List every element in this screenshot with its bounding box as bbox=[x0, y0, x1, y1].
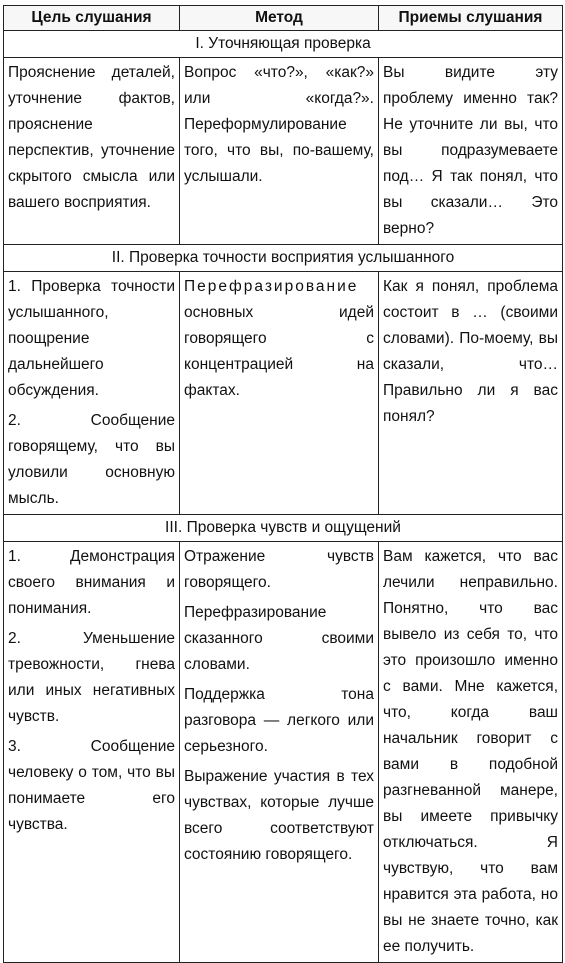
header-method: Метод bbox=[180, 6, 379, 31]
section-title: II. Проверка точности восприятия услышанного bbox=[4, 245, 563, 272]
goal-paragraph: 3. Сообщение человеку о том, что вы понимаете его чувства. bbox=[8, 738, 175, 833]
techniques-paragraph: Как я понял, проблема состоит в … (своими словами). По-моему, вы сказали, что… Правильно ли я вас понял? bbox=[383, 278, 558, 425]
techniques-cell bbox=[379, 542, 563, 963]
goal-paragraph: 1. Проверка точности услышанного, поощрение дальнейшего обсуждения. bbox=[8, 278, 175, 399]
goal-paragraph: 2. Сообщение говорящему, что вы уловили основную мысль. bbox=[8, 412, 175, 507]
section-2-row bbox=[4, 272, 563, 515]
goal-paragraph: Прояснение деталей, уточнение фактов, прояснение перспектив, уточнение скрытого смысла или вашего восприятия. bbox=[8, 64, 175, 211]
techniques-paragraph: Вы видите эту проблему именно так? Не уточните ли вы, что вы подразумеваете под… Я так понял, что вы сказали… Это верно? bbox=[383, 64, 558, 237]
goal-cell bbox=[4, 58, 180, 245]
header-techniques: Приемы слушания bbox=[379, 6, 563, 31]
goal-cell bbox=[4, 542, 180, 963]
techniques-cell bbox=[379, 272, 563, 515]
section-1-row bbox=[4, 58, 563, 245]
method-cell bbox=[180, 542, 379, 963]
section-title: I. Уточняющая проверка bbox=[4, 31, 563, 58]
section-1-title-row bbox=[4, 31, 563, 58]
section-2-title-row bbox=[4, 245, 563, 272]
section-3-row bbox=[4, 542, 563, 963]
goal-paragraph: 2. Уменьшение тревожности, гнева или иных негативных чувств. bbox=[8, 630, 175, 725]
header-goal: Цель слушания bbox=[4, 6, 180, 31]
method-paragraph: Отражение чувств говорящего. bbox=[184, 548, 374, 591]
method-paragraph: Поддержка тона разговора — легкого или серьезного. bbox=[184, 686, 374, 755]
method-lead-word: Перефразирование bbox=[184, 278, 359, 295]
method-paragraph: Вопрос «что?», «как?» или «когда?». Переформулирование того, что вы, по-вашему, услышали. bbox=[184, 64, 374, 185]
techniques-cell bbox=[379, 58, 563, 245]
section-title: III. Проверка чувств и ощущений bbox=[4, 515, 563, 542]
method-cell bbox=[180, 58, 379, 245]
goal-cell bbox=[4, 272, 180, 515]
goal-paragraph: 1. Демонстрация своего внимания и понимания. bbox=[8, 548, 175, 617]
header-row bbox=[4, 6, 563, 31]
method-paragraph bbox=[184, 274, 374, 404]
method-paragraph: Выражение участия в тех чувствах, которые лучше всего соответствуют состоянию говорящего. bbox=[184, 768, 374, 863]
method-cell bbox=[180, 272, 379, 515]
techniques-paragraph: Вам кажется, что вас лечили неправильно. Понятно, что вас вывело из себя то, что это произошло именно с вами. Мне кажется, что, когда ваш начальник говорит с вами в подобной разгневанной манере, вы имеете привычку отключаться. Я чувствую, что вам нравится эта работа, но вы не знаете точно, как ее получить. bbox=[383, 548, 558, 955]
listening-table bbox=[3, 5, 563, 963]
section-3-title-row bbox=[4, 515, 563, 542]
method-paragraph: Перефразирование сказанного своими словами. bbox=[184, 604, 374, 673]
method-text: основных идей говорящего с концентрацией на фактах. bbox=[184, 304, 374, 399]
